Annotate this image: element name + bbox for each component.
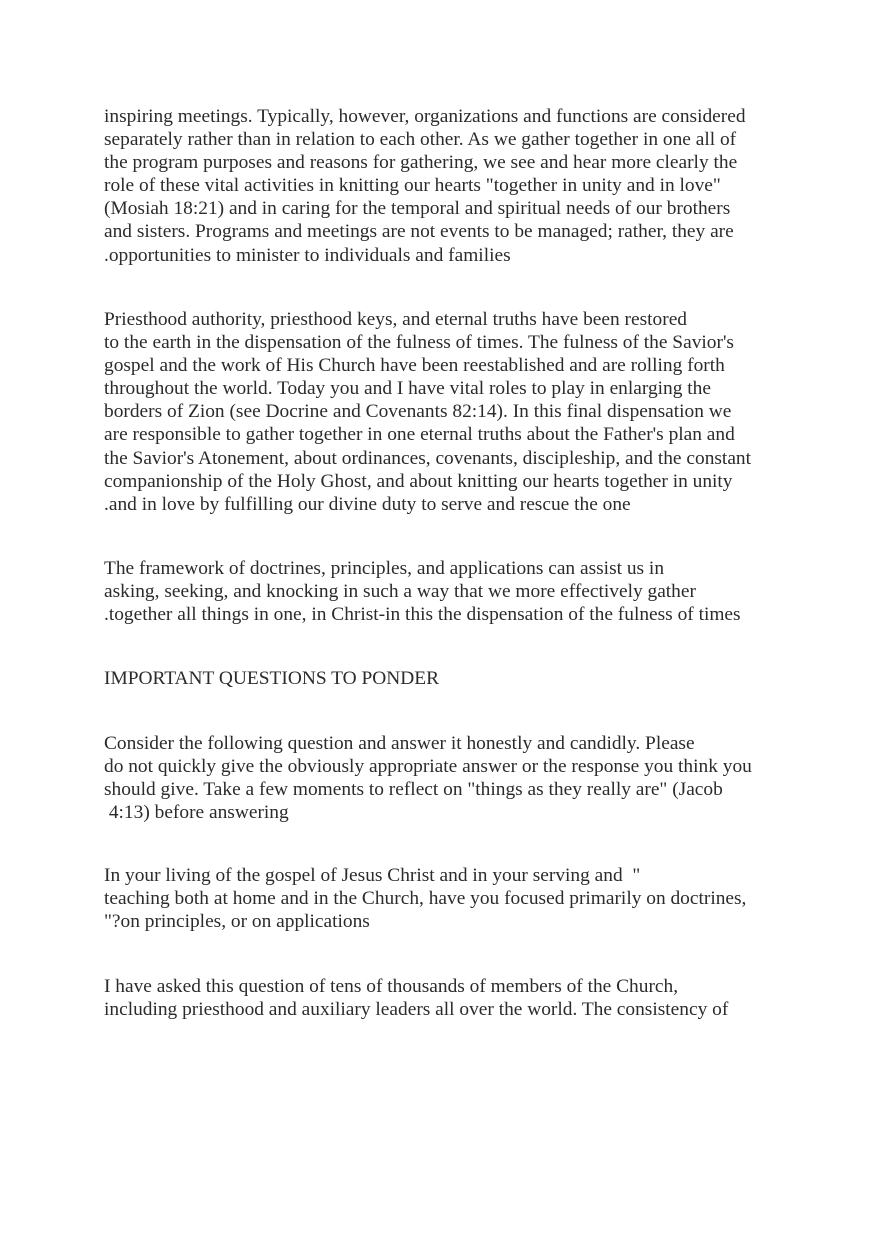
text-line: borders of Zion (see Docrine and Covenants 82:14). In this final dispensation we xyxy=(104,401,732,423)
text-line: .together all things in one, in Christ-in this the dispensation of the fulness of times xyxy=(104,604,741,626)
paragraph-meetings xyxy=(104,105,804,267)
text-line: I have asked this question of tens of thousands of members of the Church, xyxy=(104,976,679,997)
text-line: "?on principles, or on applications xyxy=(104,911,370,933)
text-line: gospel and the work of His Church have been reestablished and are rolling forth xyxy=(104,355,725,377)
text-line: the program purposes and reasons for gathering, we see and hear more clearly the xyxy=(104,152,738,174)
text-line: and sisters. Programs and meetings are not events to be managed; rather, they are xyxy=(104,221,734,243)
text-line: should give. Take a few moments to reflect on "things as they really are" (Jacob xyxy=(104,779,723,801)
text-line: throughout the world. Today you and I have vital roles to play in enlarging the xyxy=(104,378,711,400)
text-line: The framework of doctrines, principles, and applications can assist us in xyxy=(104,558,665,579)
text-line: separately rather than in relation to each other. As we gather together in one all of xyxy=(104,129,737,151)
text-line: Consider the following question and answer it honestly and candidly. Please xyxy=(104,733,695,754)
paragraph-asked-members xyxy=(104,975,804,1021)
text-line: inspiring meetings. Typically, however, organizations and functions are considered xyxy=(104,106,746,127)
text-line: asking, seeking, and knocking in such a way that we more effectively gather xyxy=(104,581,696,603)
text-line: the Savior's Atonement, about ordinances, covenants, discipleship, and the constant xyxy=(104,447,752,469)
text-line: to the earth in the dispensation of the fulness of times. The fulness of the Savior's xyxy=(104,332,734,354)
section-heading: IMPORTANT QUESTIONS TO PONDER xyxy=(104,668,440,689)
text-line: (Mosiah 18:21) and in caring for the temporal and spiritual needs of our brothers xyxy=(104,198,731,220)
paragraph-quoted-question xyxy=(104,864,804,933)
text-line: .and in love by fulfilling our divine duty to serve and rescue the one xyxy=(104,493,631,515)
text-line: .opportunities to minister to individuals and families xyxy=(104,244,511,266)
text-line: teaching both at home and in the Church, have you focused primarily on doctrines, xyxy=(104,888,747,910)
paragraph-consider-question xyxy=(104,732,804,824)
text-line: role of these vital activities in knitting our hearts "together in unity and in love" xyxy=(104,175,721,197)
paragraph-framework xyxy=(104,557,804,626)
text-line: do not quickly give the obviously appropriate answer or the response you think you xyxy=(104,756,752,778)
text-line: companionship of the Holy Ghost, and about knitting our hearts together in unity xyxy=(104,470,733,492)
text-line: are responsible to gather together in one eternal truths about the Father's plan and xyxy=(104,424,735,446)
text-line: In your living of the gospel of Jesus Christ and in your serving and " xyxy=(104,865,641,886)
text-line: 4:13) before answering xyxy=(104,802,289,824)
paragraph-priesthood-authority xyxy=(104,308,804,516)
text-line: Priesthood authority, priesthood keys, and eternal truths have been restored xyxy=(104,309,687,330)
text-line: including priesthood and auxiliary leaders all over the world. The consistency of xyxy=(104,999,729,1021)
